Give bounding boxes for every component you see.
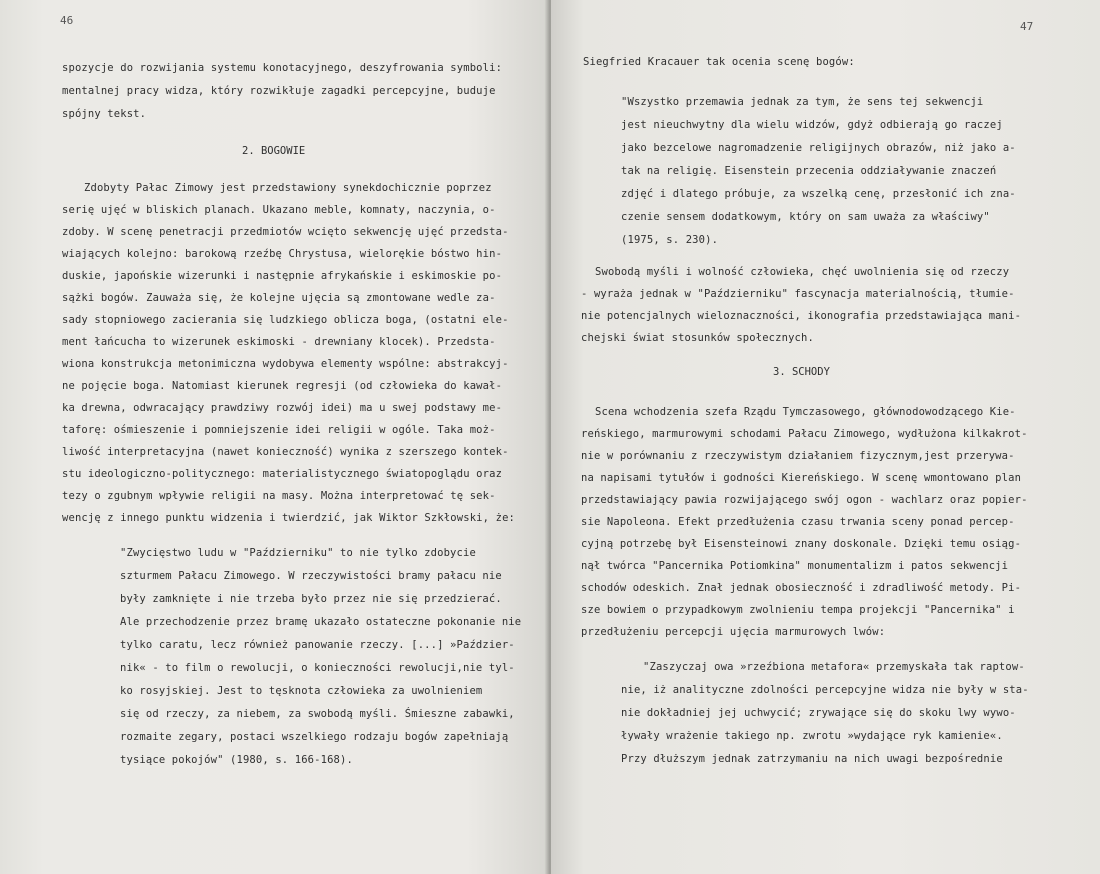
text-line: sie Napoleona. Efekt przedłużenia czasu trwania sceny ponad percep-	[581, 516, 1015, 528]
quote-line: szturmem Pałacu Zimowego. W rzeczywistości bramy pałacu nie	[120, 570, 502, 582]
quote-line: jako bezcelowe nagromadzenie religijnych obrazów, niż jako a-	[621, 142, 1016, 154]
quote-line: (1975, s. 230).	[621, 234, 719, 246]
text-line: wencję z innego punktu widzenia i twierdzić, jak Wiktor Szkłowski, że:	[62, 512, 516, 524]
text-line: mentalnej pracy widza, który rozwikłuje zagadki percepcyjne, buduje	[62, 85, 496, 97]
quote-line: jest nieuchwytny dla wielu widzów, gdyż odbierają go raczej	[621, 119, 1003, 131]
text-line: zdoby. W scenę penetracji przedmiotów wcięto sekwencję ujęć przedsta-	[62, 226, 509, 238]
quote-line: Ale przechodzenie przez bramę ukazało ostateczne pokonanie nie	[120, 616, 522, 628]
text-line: spójny tekst.	[62, 108, 147, 120]
quote-line: tylko caratu, lecz również panowanie rzeczy. [...] »Paździer-	[120, 639, 515, 651]
text-line: sążki bogów. Zauważa się, że kolejne ujęcia są zmontowane wedle za-	[62, 292, 496, 304]
quote-line: były zamknięte i nie trzeba było przez nie się przedzierać.	[120, 593, 502, 605]
text-line: na napisami tytułów i godności Kiereńskiego. W scenę wmontowano plan	[581, 472, 1022, 484]
text-line: przedłużeniu percepcji ujęcia marmurowych lwów:	[581, 626, 886, 638]
text-line: ka drewna, odwracający prawdziwy rozwój idei) ma u swej podstawy me-	[62, 402, 503, 414]
quote-line: "Zaszyczaj owa »rzeźbiona metafora« przemyskała tak raptow-	[643, 661, 1025, 673]
text-line: sze bowiem o przypadkowym zwolnieniu tempa projekcji "Pancernika" i	[581, 604, 1015, 616]
text-line: nie potencjalnych wieloznaczności, ikonografia przedstawiająca mani-	[581, 310, 1022, 322]
quote-intro: Siegfried Kracauer tak ocenia scenę bogów:	[583, 56, 855, 68]
text-line: nął twórca "Pancernika Potiomkina" monumentalizm i patos sekwencji	[581, 560, 1009, 572]
quote-line: ływały wrażenie takiego np. zwrotu »wydające ryk kamienie«.	[621, 730, 1003, 742]
text-line: wiona konstrukcja metonimiczna wydobywa elementy wspólne: abstrakcyj-	[62, 358, 509, 370]
text-line: Zdobyty Pałac Zimowy jest przedstawiony synekdochicznie poprzez	[84, 182, 492, 194]
quote-line: nie dokładniej jej uchwycić; zrywające się do skoku lwy wywo-	[621, 707, 1016, 719]
text-line: serię ujęć w bliskich planach. Ukazano meble, komnaty, naczynia, o-	[62, 204, 496, 216]
text-line: przedstawiający pawia rozwijającego swój ogon - wachlarz oraz popier-	[581, 494, 1028, 506]
text-line: reńskiego, marmurowymi schodami Pałacu Zimowego, wydłużona kilkakrot-	[581, 428, 1028, 440]
text-line: tezy o zgubnym wpływie religii na masy. Można interpretować tę sek-	[62, 490, 496, 502]
quote-line: ko rosyjskiej. Jest to tęsknota człowieka za uwolnieniem	[120, 685, 483, 697]
text-line: ment łańcucha to wizerunek eskimoski - drewniany klocek). Przedsta-	[62, 336, 496, 348]
quote-line: nik« - to film o rewolucji, o konieczności rewolucji,nie tyl-	[120, 662, 515, 674]
quote-line: "Wszystko przemawia jednak za tym, że sens tej sekwencji	[621, 96, 984, 108]
right-page	[551, 0, 1100, 874]
quote-line: "Zwycięstwo ludu w "Październiku" to nie tylko zdobycie	[120, 547, 476, 559]
left-page	[0, 0, 549, 874]
section-heading-bogowie: 2. BOGOWIE	[242, 145, 306, 157]
text-line: cyjną potrzebę był Eisensteinowi znany doskonale. Dzięki temu osiąg-	[581, 538, 1022, 550]
section-heading-schody: 3. SCHODY	[773, 366, 830, 378]
text-line: taforę: ośmieszenie i pomniejszenie idei religii w ogóle. Taka moż-	[62, 424, 496, 436]
text-line: ne pojęcie boga. Natomiast kierunek regresji (od człowieka do kawał-	[62, 380, 503, 392]
quote-line: nie, iż analityczne zdolności percepcyjne widza nie były w sta-	[621, 684, 1029, 696]
text-line: chejski świat stosunków społecznych.	[581, 332, 814, 344]
page-number-left: 46	[60, 14, 74, 27]
quote-line: Przy dłuższym jednak zatrzymaniu na nich uwagi bezpośrednie	[621, 753, 1003, 765]
text-line: nie w porównaniu z rzeczywistym działaniem fizycznym,jest przerywa-	[581, 450, 1015, 462]
text-line: spozycje do rozwijania systemu konotacyjnego, deszyfrowania symboli:	[62, 62, 503, 74]
text-line: wiających kolejno: barokową rzeźbę Chrystusa, wielorękie bóstwo hin-	[62, 248, 503, 260]
text-line: Scena wchodzenia szefa Rządu Tymczasowego, głównodowodzącego Kie-	[595, 406, 1016, 418]
page-number-right: 47	[1020, 20, 1034, 33]
quote-line: zdjęć i dlatego próbuje, za wszelką cenę, przesłonić ich zna-	[621, 188, 1016, 200]
quote-line: tysiące pokojów" (1980, s. 166-168).	[120, 754, 353, 766]
quote-line: tak na religię. Eisenstein przecenia oddziaływanie znaczeń	[621, 165, 997, 177]
text-line: duskie, japońskie wizerunki i następnie afrykańskie i eskimoskie po-	[62, 270, 503, 282]
text-line: liwość interpretacyjna (nawet konieczność) wynika z szerszego kontek-	[62, 446, 509, 458]
text-line: Swobodą myśli i wolność człowieka, chęć uwolnienia się od rzeczy	[595, 266, 1010, 278]
quote-line: się od rzeczy, za niebem, za swobodą myśli. Śmieszne zabawki,	[120, 708, 515, 720]
text-line: sady stopniowego zacierania się ludzkiego oblicza boga, (ostatni ele-	[62, 314, 509, 326]
quote-line: rozmaite zegary, postaci wszelkiego rodzaju bogów zapełniają	[120, 731, 509, 743]
text-line: - wyraża jednak w "Październiku" fascynacja materialnością, tłumie-	[581, 288, 1015, 300]
text-line: stu ideologiczno-politycznego: materialistycznego światopoglądu oraz	[62, 468, 503, 480]
quote-line: czenie sensem dodatkowym, który on sam uważa za właściwy"	[621, 211, 990, 223]
text-line: schodów odeskich. Znał jednak obosieczność i zdradliwość metody. Pi-	[581, 582, 1022, 594]
